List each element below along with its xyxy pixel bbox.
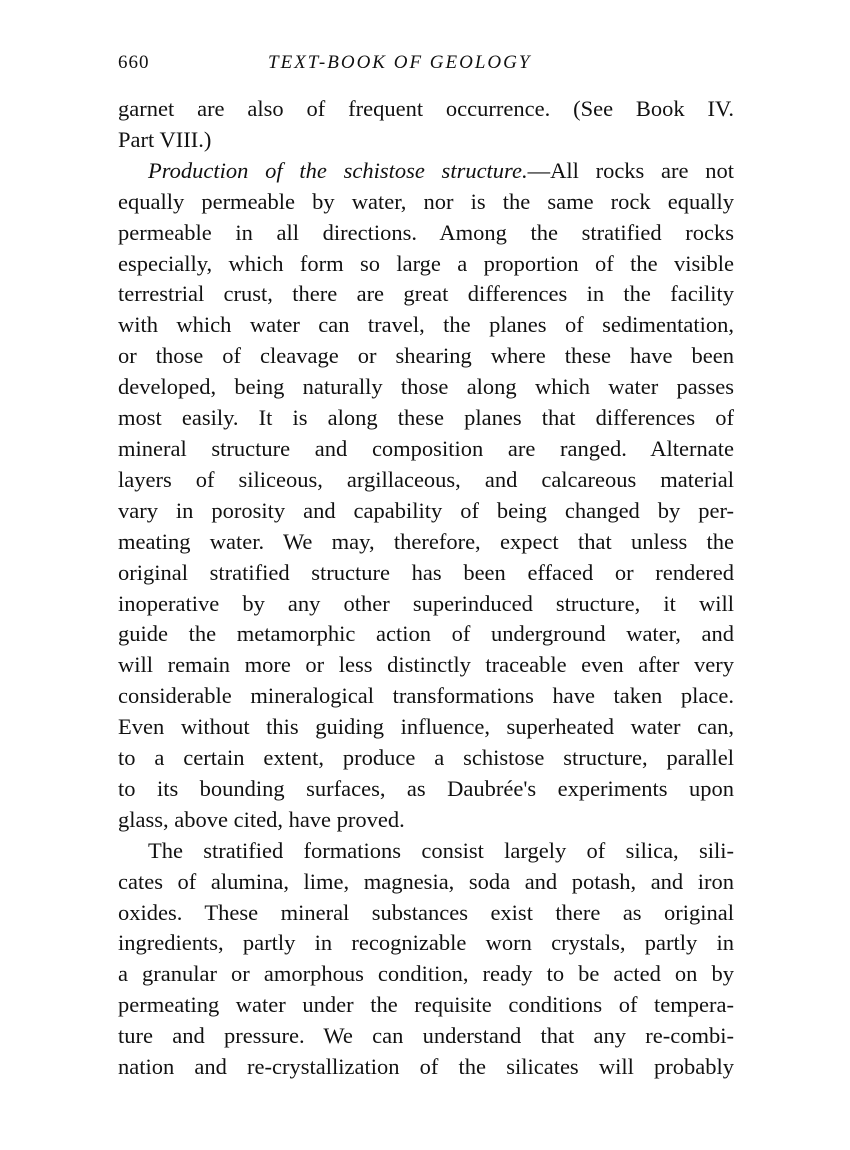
text-line: mineral structure and composition are ranged. Alternate <box>118 435 734 461</box>
section-heading: Production of the schistose structure. <box>148 157 528 183</box>
text-line: nation and re-crystallization of the silicates will probably <box>118 1054 734 1080</box>
text-line: considerable mineralogical transformations have taken place. <box>118 683 734 709</box>
text-line: with which water can travel, the planes of sedimentation, <box>118 312 734 338</box>
text-line: oxides. These mineral substances exist there as original <box>118 899 734 925</box>
text-line: permeable in all directions. Among the stratified rocks <box>118 219 734 245</box>
text-line <box>118 156 734 187</box>
heading-continuation: —All rocks are not <box>527 157 734 183</box>
text-line: most easily. It is along these planes that differences of <box>118 405 734 431</box>
text-line: terrestrial crust, there are great differences in the facility <box>118 281 734 307</box>
text-line: ture and pressure. We can understand that any re-combi- <box>118 1023 734 1049</box>
text-line: glass, above cited, have proved. <box>118 806 405 832</box>
text-line: especially, which form so large a proportion of the visible <box>118 250 734 276</box>
text-line: to a certain extent, produce a schistose structure, parallel <box>118 745 734 771</box>
text-line: developed, being naturally those along which water passes <box>118 374 734 400</box>
text-line: will remain more or less distinctly traceable even after very <box>118 652 734 678</box>
text-line: equally permeable by water, nor is the same rock equally <box>118 188 734 214</box>
text-line: original stratified structure has been effaced or rendered <box>118 559 734 585</box>
text-line: Part VIII.) <box>118 126 212 152</box>
text-line: a granular or amorphous condition, ready to be acted on by <box>118 961 734 987</box>
text-line: vary in porosity and capability of being changed by per- <box>118 497 734 523</box>
text-line: layers of siliceous, argillaceous, and calcareous material <box>118 466 734 492</box>
text-line: meating water. We may, therefore, expect that unless the <box>118 528 734 554</box>
body-text <box>118 94 734 1083</box>
text-line: garnet are also of frequent occurrence. (See Book IV. <box>118 96 734 121</box>
text-line: Even without this guiding influence, superheated water can, <box>118 714 734 740</box>
paragraph-3 <box>118 836 734 1083</box>
text-line: permeating water under the requisite conditions of tempera- <box>118 992 734 1018</box>
text-line: ingredients, partly in recognizable worn crystals, partly in <box>118 930 734 956</box>
text-line: to its bounding surfaces, as Daubrée's experiments upon <box>118 775 734 801</box>
page-number: 660 <box>118 52 150 73</box>
text-line: or those of cleavage or shearing where these have been <box>118 343 734 369</box>
text-line: guide the metamorphic action of underground water, and <box>118 621 734 647</box>
text-line: cates of alumina, lime, magnesia, soda and potash, and iron <box>118 868 734 894</box>
paragraph-2 <box>118 156 734 836</box>
text-line: inoperative by any other superinduced structure, it will <box>118 590 734 616</box>
text-line: The stratified formations consist largely of silica, sili- <box>148 837 734 863</box>
header-title: TEXT-BOOK OF GEOLOGY <box>268 52 532 73</box>
running-head <box>118 52 738 74</box>
paragraph-1 <box>118 94 734 156</box>
